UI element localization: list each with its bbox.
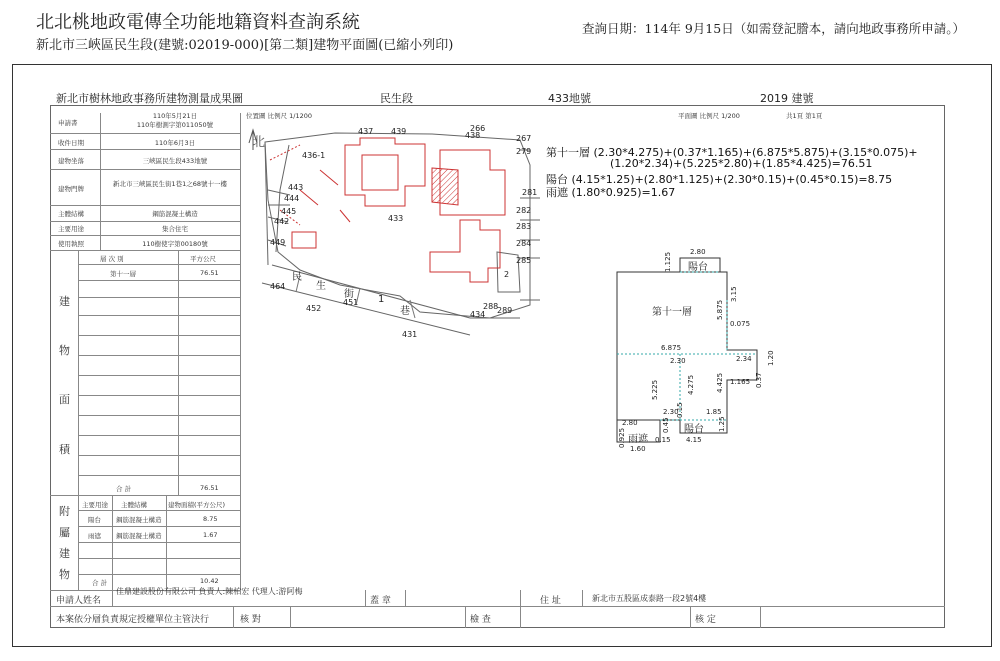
dim-4-425: 4.425 [716,372,724,393]
area-header-sqm: 平方公尺 [190,255,216,263]
plan-scale: 平面圖 比例尺 1/200 [678,112,740,120]
dim-2-34: 2.34 [736,355,752,363]
row-value-license: 110樹使字第00180號 [142,240,208,248]
dim-2-80-bottom: 2.80 [622,419,638,427]
office-title: 新北市樹林地政事務所建物測量成果圖 [56,92,243,105]
annex-row-2-area: 1.67 [203,531,218,539]
lot-451: 451 [343,298,359,307]
dim-5-875: 5.875 [716,299,724,320]
main-lot-label: 433 [388,214,404,223]
lot-437: 437 [358,127,374,136]
area-side-char-3: 面 [59,393,70,406]
dim-2-30-low: 2.30 [663,408,679,416]
row-value-usage: 集合住宅 [162,225,188,233]
row-value-application: 110年5月21日 110年樹測字第011050號 [136,112,214,129]
area-row-value: 76.51 [200,269,219,277]
annex-row-2-use: 雨遮 [88,532,101,540]
formula-floor-line-2: (1.20*2.34)+(5.225*2.80)+(1.85*4.425)=76.51 [610,157,873,170]
north-label: 北 [252,135,266,150]
row-label-license: 使用執照 [58,240,84,248]
lot-439: 439 [391,127,407,136]
authorization-note: 本案依分層負責規定授權單位主管決行 [56,615,210,625]
annex-row-1-structure: 鋼筋混凝土構造 [116,516,162,524]
annex-header-area: 建物面積(平方公尺) [168,501,226,509]
canopy-label: 雨遮 [628,434,648,445]
balcony-top-label: 陽台 [688,262,708,273]
approve-label: 核 定 [695,615,716,625]
annex-header-use: 主要用途 [82,501,108,509]
lot-288: 288 [483,302,499,311]
dim-0-15: 0.15 [655,436,671,444]
dim-1-165: 1.165 [730,378,751,386]
road-char-2: 生 [316,281,326,292]
applicant-value: 佳鼎建設股份有限公司 負責人:陳柏宏 代理人:游阿梅 [116,587,303,596]
applicant-label: 申請人姓名 [56,596,102,606]
lot-445: 445 [281,207,297,216]
annex-row-2-structure: 鋼筋混凝土構造 [116,532,162,540]
dim-0-925: 0.925 [618,427,626,448]
dim-0-15-v: 0.15 [676,402,684,418]
dim-1-60: 1.60 [630,445,646,453]
annex-total-label: 合 計 [92,579,108,587]
row-label-structure: 主體結構 [58,210,84,218]
dim-1-85: 1.85 [706,408,722,416]
formula-floor-line-1: 第十一層 (2.30*4.275)+(0.37*1.165)+(6.875*5.875)+(3.15*0.075)+ [546,146,918,159]
annex-side-char-1: 附 [59,505,70,518]
area-side-char-2: 物 [59,344,70,357]
section-name: 民生段 [380,92,413,105]
check-label: 核 對 [240,615,261,625]
lot-281: 281 [522,188,538,197]
row-label-application: 申請書 [58,119,78,127]
formula-canopy: 雨遮 (1.80*0.925)=1.67 [546,186,676,199]
lot-452: 452 [306,304,322,313]
row-label-receipt-date: 收件日期 [58,139,84,147]
dim-1-25: 1.25 [718,416,726,432]
annex-row-1-use: 陽台 [88,516,101,524]
inspect-label: 檢 查 [470,615,491,625]
lot-285: 285 [516,256,532,265]
lot-283: 283 [516,222,532,231]
row-value-structure: 鋼筋混凝土構造 [152,210,198,218]
page-count: 共1頁 第1頁 [786,112,823,120]
lot-279: 279 [516,147,532,156]
building-number: 2019 建號 [760,92,814,105]
balcony-bottom-label: 陽台 [684,424,704,435]
road-char-3: 街 [344,289,354,300]
site-scale: 位置圖 比例尺 1/1200 [246,112,312,120]
row-label-location: 建物坐落 [58,157,84,165]
lot-436-1: 436-1 [302,151,326,160]
row-value-receipt-date: 110年6月3日 [154,139,196,147]
dim-6-875: 6.875 [661,344,682,352]
row-value-location: 三峽區民生段433地號 [142,157,208,165]
dim-1-125: 1.125 [664,251,672,272]
lot-444: 444 [284,194,300,203]
lot-431: 431 [402,330,418,339]
dim-2-30-mid: 2.30 [670,357,686,365]
annex-side-char-3: 建 [59,547,70,560]
dim-0-37: 0.37 [755,372,763,388]
lot-449: 449 [270,238,286,247]
annex-side-char-4: 物 [59,568,70,581]
area-row-floor: 第十一層 [110,270,136,278]
parcel-description: 新北市三峽區民生段(建號:02019-000)[第二類]建物平面圖(已縮小列印) [36,38,454,53]
area-total: 76.51 [200,484,219,492]
lot-267: 267 [516,134,532,143]
dim-1-20: 1.20 [767,350,775,366]
lot-284: 284 [516,239,532,248]
annex-total: 10.42 [200,577,219,585]
system-title: 北北桃地政電傳全功能地籍資料查詢系統 [36,12,360,33]
dim-0-075: 0.075 [730,320,751,328]
area-header-floor: 層 次 別 [100,255,124,263]
area-total-label: 合 計 [116,485,132,493]
row-label-usage: 主要用途 [58,225,84,233]
road-char-1: 民 [292,272,302,283]
dim-0-45: 0.45 [662,417,670,433]
seal-label: 蓋 章 [370,596,391,606]
annex-row-1-area: 8.75 [203,515,218,523]
lot-443: 443 [288,183,304,192]
lot-266: 266 [470,124,486,133]
annex-header-structure: 主體結構 [121,501,147,509]
lot-282: 282 [516,206,532,215]
lot-442: 442 [274,217,290,226]
lot-number: 433地號 [548,92,591,105]
lot-289: 289 [497,306,513,315]
row-label-door-number: 建物門牌 [58,185,84,193]
floor-label-11f: 第十一層 [652,307,692,318]
query-date: 查詢日期：114年 9月15日（如需登記謄本，請向地政事務所申請。） [582,21,965,36]
lot-434: 434 [470,310,486,319]
lot-438: 438 [465,131,481,140]
dim-3-15: 3.15 [730,286,738,302]
area-side-char-1: 建 [59,295,70,308]
annex-side-char-2: 屬 [59,526,70,539]
row-value-door-number: 新北市三峽區民生街1巷1之68號十一樓 [112,180,228,188]
dim-5-225: 5.225 [651,379,659,400]
formula-balcony: 陽台 (4.15*1.25)+(2.80*1.125)+(2.30*0.15)+(0.45*0.15)=8.75 [546,173,893,186]
dim-4-15: 4.15 [686,436,702,444]
lot-464: 464 [270,282,286,291]
address-label: 住 址 [540,596,561,606]
dim-4-275: 4.275 [687,374,695,395]
road-char-5: 巷 [400,306,410,317]
lot-2: 2 [504,270,510,279]
road-char-4: 1 [378,294,385,305]
dim-2-80-top: 2.80 [690,248,706,256]
area-side-char-4: 積 [59,443,70,456]
address-value: 新北市五股區成泰路一段2號4樓 [592,594,707,603]
